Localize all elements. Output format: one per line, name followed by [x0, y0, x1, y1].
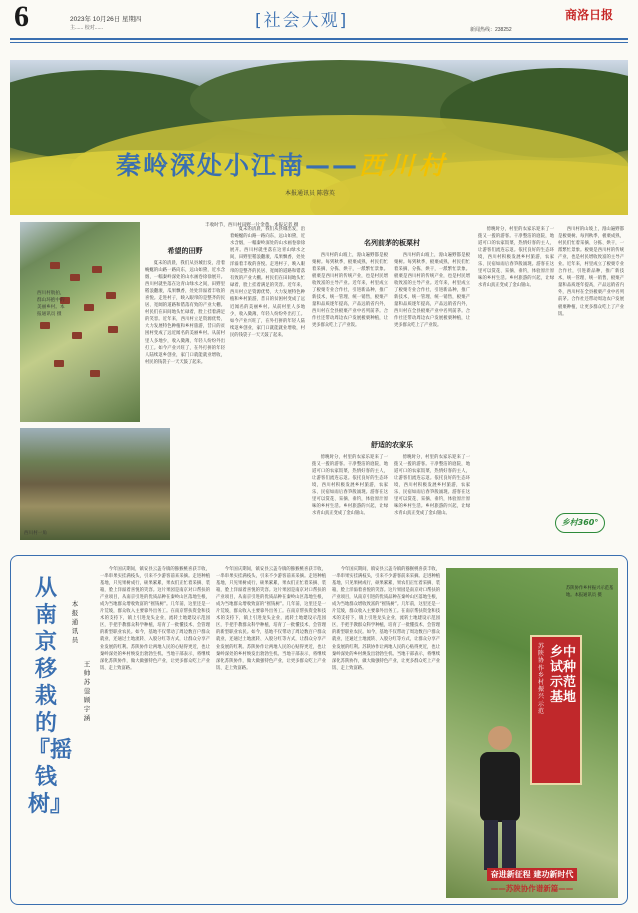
section3-text-right: 傍晚时分，村里的农家乐迎来了一拨又一拨的游客。干净整洁的庭院，地道可口的农家饭菜，热情好客的主人，让游客们流连忘返。依托良好的生态环境，西川村积极发展乡村旅游，农家乐、民宿如雨后春笋般涌现。游客在这里可以赏花、采摘、垂钓，体验原汁原味的乡村生活。乡村旅游的兴起，让绿水青山真正变成了金山银山。	[478, 227, 554, 289]
hero-photo-caption: 丰收时节，西川村田野一片金黄。本报记者 摄	[205, 223, 299, 228]
slogan-line2: ——苏陕协作谱新篇——	[490, 884, 574, 893]
section3-body-right	[478, 226, 554, 544]
page-number: 6	[14, 0, 29, 33]
section3-body-continued	[394, 454, 470, 544]
top-story-headline	[116, 146, 449, 182]
section1-body-continued	[230, 226, 305, 546]
farmer-figure	[468, 720, 532, 870]
bottom-story-col3	[332, 566, 440, 898]
signboard-big-text: 乡中试种示范基地	[549, 645, 576, 705]
section3-text: 傍晚时分，村里的农家乐迎来了一拨又一拨的游客。干净整洁的庭院，地道可口的农家饭菜，热情好客的主人，让游客们流连忘返。依托良好的生态环境，西川村积极发展乡村旅游，农家乐、民宿如雨后春笋般涌现。游客在这里可以赏花、采摘、垂钓，体验原汁原味的乡村生活。乡村旅游的兴起，让绿水青山真正变成了金山银山。	[312, 455, 388, 517]
section2-body-right	[558, 226, 624, 506]
bottom-story-col1	[100, 566, 210, 898]
village-photo-caption: 西川村航拍，群山环抱中的美丽乡村。本报通讯员 摄	[37, 291, 65, 317]
headline-main: 秦岭深处小江南——	[116, 151, 360, 180]
subhead-chestnut-village: 名列前茅的板栗村	[364, 239, 420, 247]
bottom-story-text-col2: 今年国庆期间，镇安县云盖寺镇的猕猴桃喜获丰收，一串串果实挂满枝头，引来不少游客前来采摘。走进种植基地，只见果树成行，硕果累累，果农们正忙着采摘、装箱，脸上洋溢着喜悦的笑容。这片果园是南京对口帮扶的产业项目，从南京引进的优质品种在秦岭山区落地生根，成为当地群众增收致富的“摇钱树”。几年前，这里还是一片荒坡，群众收入主要靠外出务工。在南京帮扶资金和技术的支持下，镇上引进龙头企业，流转土地建设示范园区，手把手教群众科学种植，培育了一批懂技术、会管理的新型职业农民。如今，基地不仅带动了周边数百户群众就业，还通过土地流转、入股分红等方式，让群众分享产业发展的红利。苏陕协作让两地人民的心贴得更近，也让秦岭深处的乡村焕发出勃勃生机。当地干部表示，将继续深化苏陕协作，做大做强特色产业，让更多群众吃上产业饭、走上致富路。	[216, 567, 326, 671]
issue-date: 2023年 10月26日 星期四	[70, 16, 142, 23]
section3-text-continued: 傍晚时分，村里的农家乐迎来了一拨又一拨的游客。干净整洁的庭院，地道可口的农家饭菜，热情好客的主人，让游客们流连忘返。依托良好的生态环境，西川村积极发展乡村旅游，农家乐、民宿如雨后春笋般涌现。游客在这里可以赏花、采摘、垂钓，体验原汁原味的乡村生活。乡村旅游的兴起，让绿水青山真正变成了金山银山。	[394, 455, 470, 517]
bottom-byline-names: 王 帅 苏 蓥 顾宇涵	[83, 660, 91, 722]
section2-text: 西川村的山坡上，漫山遍野都是板栗树。每到秋季，板栗成熟，村民们忙着采摘、分拣、烘干，一派繁忙景象。板栗是西川村的传统产业，也是村民增收致富的主导产业。近年来，村里成立了板栗专业合作社，引进新品种，推广新技术，统一管理、统一销售，板栗产量和品质逐年提高，产品远销省内外，西川村在全县板栗产业中名列前茅。合作社还带动周边农户发展板栗种植，让更多群众吃上了产业饭。	[312, 253, 388, 329]
base-signboard	[530, 635, 582, 785]
top-rule-thin	[10, 42, 628, 43]
bottom-story-text: 今年国庆期间，镇安县云盖寺镇的猕猴桃喜获丰收，一串串果实挂满枝头，引来不少游客前来采摘。走进种植基地，只见果树成行，硕果累累，果农们正忙着采摘、装箱，脸上洋溢着喜悦的笑容。这片果园是南京对口帮扶的产业项目，从南京引进的优质品种在秦岭山区落地生根，成为当地群众增收致富的“摇钱树”。几年前，这里还是一片荒坡，群众收入主要靠外出务工。在南京帮扶资金和技术的支持下，镇上引进龙头企业，流转土地建设示范园区，手把手教群众科学种植，培育了一批懂技术、会管理的新型职业农民。如今，基地不仅带动了周边数百户群众就业，还通过土地流转、入股分红等方式，让群众分享产业发展的红利。苏陕协作让两地人民的心贴得更近，也让秦岭深处的乡村焕发出勃勃生机。当地干部表示，将继续深化苏陕协作，做大做强特色产业，让更多群众吃上产业饭、走上致富路。	[100, 567, 210, 671]
village-corner-photo	[20, 428, 170, 540]
section1-text: 夏末的清晨，我们从县城出发，沿着蜿蜒的山路一路向东，远山如黛，近水含烟，一幅秦岭深处的山水画卷徐徐展开。西川村就坐落在这青山绿水之间，田野里稻浪翻滚，瓜果飘香，处处洋溢着丰收的喜悦。走进村子，映入眼帘的是整齐的民居、宽阔的道路和错落有致的产业大棚。村民们在田间地头忙碌着，脸上挂着满足的笑容。近年来，西川村立足资源优势，大力发展特色种植和乡村旅游，昔日的贫困村变成了远近闻名的美丽乡村。从前村里人多地少，收入微薄，年轻人纷纷外出打工。如今产业兴旺了，在外打拼的年轻人陆续返乡创业，家门口就能就业增收，村民的钱袋子一天天鼓了起来。	[145, 261, 225, 365]
signboard-small-text: 苏陕协作乡村振兴示范	[537, 643, 544, 715]
section2-body	[312, 252, 388, 432]
slogan-banner	[446, 862, 618, 896]
demonstration-base-caption: 苏陕协作乡村振兴示范基地。本报通讯员 摄	[566, 586, 614, 598]
top-rule	[10, 38, 628, 40]
bottom-story-headline: 从南京移栽的『摇钱树』	[28, 576, 73, 817]
section2-text-continued: 西川村的山坡上，漫山遍野都是板栗树。每到秋季，板栗成熟，村民们忙着采摘、分拣、烘干，一派繁忙景象。板栗是西川村的传统产业，也是村民增收致富的主导产业。近年来，村里成立了板栗专业合作社，引进新品种，推广新技术，统一管理、统一销售，板栗产量和品质逐年提高，产品远销省内外，西川村在全县板栗产业中名列前茅。合作社还带动周边农户发展板栗种植，让更多群众吃上了产业饭。	[394, 253, 470, 329]
bottom-story-col2	[216, 566, 326, 898]
village-corner-caption: 西川村一角	[24, 531, 47, 536]
newspaper-logo: 商洛日报	[565, 8, 614, 22]
section-title: [社会大观]	[255, 11, 349, 31]
section3-body	[312, 454, 388, 544]
subhead-farmhouse: 舒适的农家乐	[371, 441, 413, 449]
masthead	[0, 0, 638, 38]
section1-text-continued: 夏末的清晨，我们从县城出发，沿着蜿蜒的山路一路向东，远山如黛，近水含烟，一幅秦岭深处的山水画卷徐徐展开。西川村就坐落在这青山绿水之间，田野里稻浪翻滚，瓜果飘香，处处洋溢着丰收的喜悦。走进村子，映入眼帘的是整齐的民居、宽阔的道路和错落有致的产业大棚。村民们在田间地头忙碌着，脸上挂着满足的笑容。近年来，西川村立足资源优势，大力发展特色种植和乡村旅游，昔日的贫困村变成了远近闻名的美丽乡村。从前村里人多地少，收入微薄，年轻人纷纷外出打工。如今产业兴旺了，在外打拼的年轻人陆续返乡创业，家门口就能就业增收，村民的钱袋子一天天鼓了起来。	[230, 227, 305, 338]
subhead-hopeful-fields: 希望的田野	[167, 247, 203, 255]
section2-body-continued	[394, 252, 470, 432]
headline-sub: 西川村	[359, 151, 450, 180]
section2-text-right: 西川村的山坡上，漫山遍野都是板栗树。每到秋季，板栗成熟，村民们忙着采摘、分拣、烘干，一派繁忙景象。板栗是西川村的传统产业，也是村民增收致富的主导产业。近年来，村里成立了板栗专业合作社，引进新品种，推广新技术，统一管理、统一销售，板栗产量和品质逐年提高，产品远销省内外，西川村在全县板栗产业中名列前茅。合作社还带动周边农户发展板栗种植，让更多群众吃上了产业饭。	[558, 227, 624, 317]
news-hotline: 新闻热线：238252	[470, 27, 512, 33]
column-stamp: 乡村360°	[555, 513, 605, 533]
bottom-byline-label: 本报通讯员	[71, 600, 79, 644]
top-story-byline: 本报通讯员 陈蓉英	[285, 190, 335, 197]
slogan-line1: 奋进新征程 建功新时代	[487, 868, 578, 881]
bottom-story-text-col3: 今年国庆期间，镇安县云盖寺镇的猕猴桃喜获丰收，一串串果实挂满枝头，引来不少游客前来采摘。走进种植基地，只见果树成行，硕果累累，果农们正忙着采摘、装箱，脸上洋溢着喜悦的笑容。这片果园是南京对口帮扶的产业项目，从南京引进的优质品种在秦岭山区落地生根，成为当地群众增收致富的“摇钱树”。几年前，这里还是一片荒坡，群众收入主要靠外出务工。在南京帮扶资金和技术的支持下，镇上引进龙头企业，流转土地建设示范园区，手把手教群众科学种植，培育了一批懂技术、会管理的新型职业农民。如今，基地不仅带动了周边数百户群众就业，还通过土地流转、入股分红等方式，让群众分享产业发展的红利。苏陕协作让两地人民的心贴得更近，也让秦岭深处的乡村焕发出勃勃生机。当地干部表示，将继续深化苏陕协作，做大做强特色产业，让更多群众吃上产业饭、走上致富路。	[332, 567, 440, 671]
editor-credits: 主...... 校对......	[70, 25, 104, 31]
